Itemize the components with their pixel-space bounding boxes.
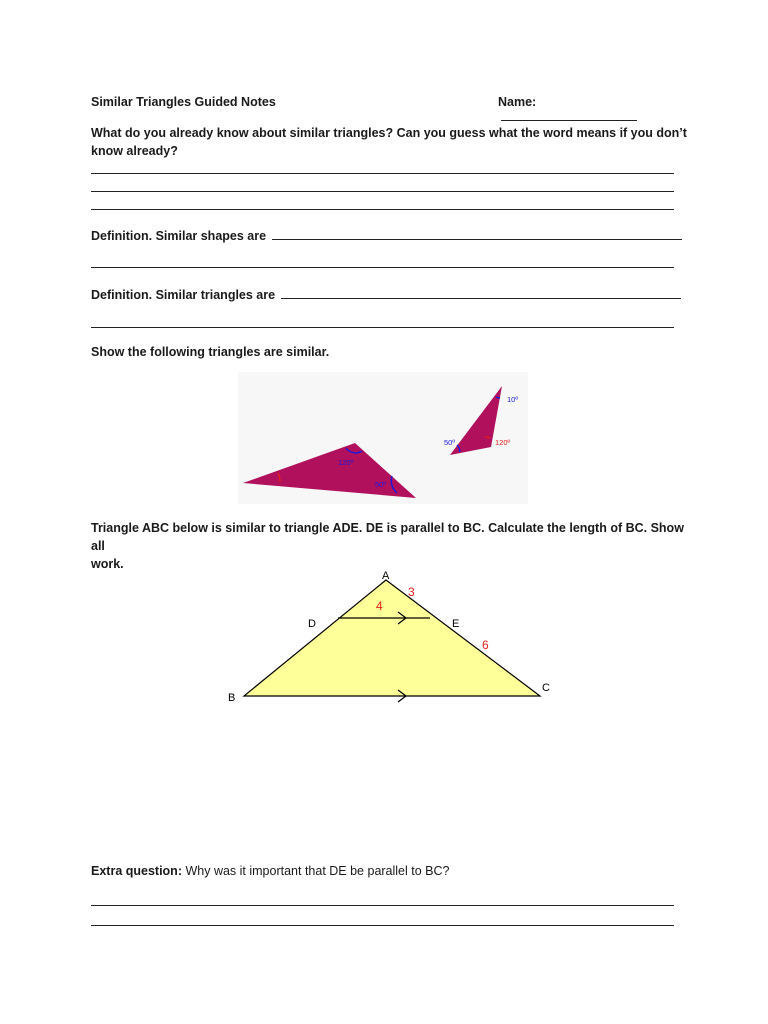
extra-question [91, 864, 449, 878]
angle-label-120: 120º [338, 458, 354, 467]
answer-line[interactable] [91, 925, 674, 926]
name-label: Name: [498, 95, 537, 109]
name-field[interactable] [498, 95, 674, 124]
vertex-label-b: B [228, 692, 236, 704]
definition-shapes-label: Definition. Similar shapes are [91, 229, 267, 243]
similar-triangles-figure [238, 372, 528, 504]
answer-line[interactable] [91, 267, 674, 268]
definition-shapes-blank[interactable] [272, 228, 682, 240]
extra-question-text: Why was it important that DE be parallel to BC? [182, 864, 450, 878]
name-blank[interactable] [501, 109, 637, 121]
vertex-label-d: D [308, 618, 316, 630]
definition-similar-shapes [91, 228, 674, 243]
abc-task-prompt [91, 519, 691, 573]
length-label-ae: 3 [408, 585, 415, 599]
abc-task-line-1: Triangle ABC below is similar to triangle ADE. DE is parallel to BC. Calculate the length of BC. Show all [91, 521, 684, 553]
vertex-label-c: C [542, 682, 550, 694]
angle-label-120: 120º [495, 438, 511, 447]
answer-line[interactable] [91, 191, 674, 192]
answer-line[interactable] [91, 209, 674, 210]
answer-line[interactable] [91, 173, 674, 174]
triangle-abc-figure [220, 566, 570, 716]
vertex-label-e: E [452, 618, 460, 630]
answer-line[interactable] [91, 327, 674, 328]
triangle-abc [244, 580, 540, 696]
similar-task-prompt: Show the following triangles are similar. [91, 345, 330, 359]
definition-similar-triangles [91, 287, 674, 302]
angle-label-50: 50º [444, 438, 456, 447]
answer-line[interactable] [91, 905, 674, 906]
definition-triangles-label: Definition. Similar triangles are [91, 288, 276, 302]
definition-triangles-blank[interactable] [281, 287, 681, 299]
angle-label-50: 50º [375, 480, 387, 489]
page-title: Similar Triangles Guided Notes [91, 95, 276, 109]
extra-question-label: Extra question: [91, 864, 182, 878]
length-label-de: 4 [376, 599, 383, 613]
angle-label-10: 10º [507, 395, 519, 404]
question-prior-knowledge [91, 124, 691, 160]
length-label-ec: 6 [482, 638, 489, 652]
vertex-label-a: A [382, 570, 390, 582]
abc-task-line-2: work. [91, 557, 124, 571]
question-line-1: What do you already know about similar triangles? Can you guess what the word means if you don’t [91, 126, 687, 140]
question-line-2: know already? [91, 144, 178, 158]
